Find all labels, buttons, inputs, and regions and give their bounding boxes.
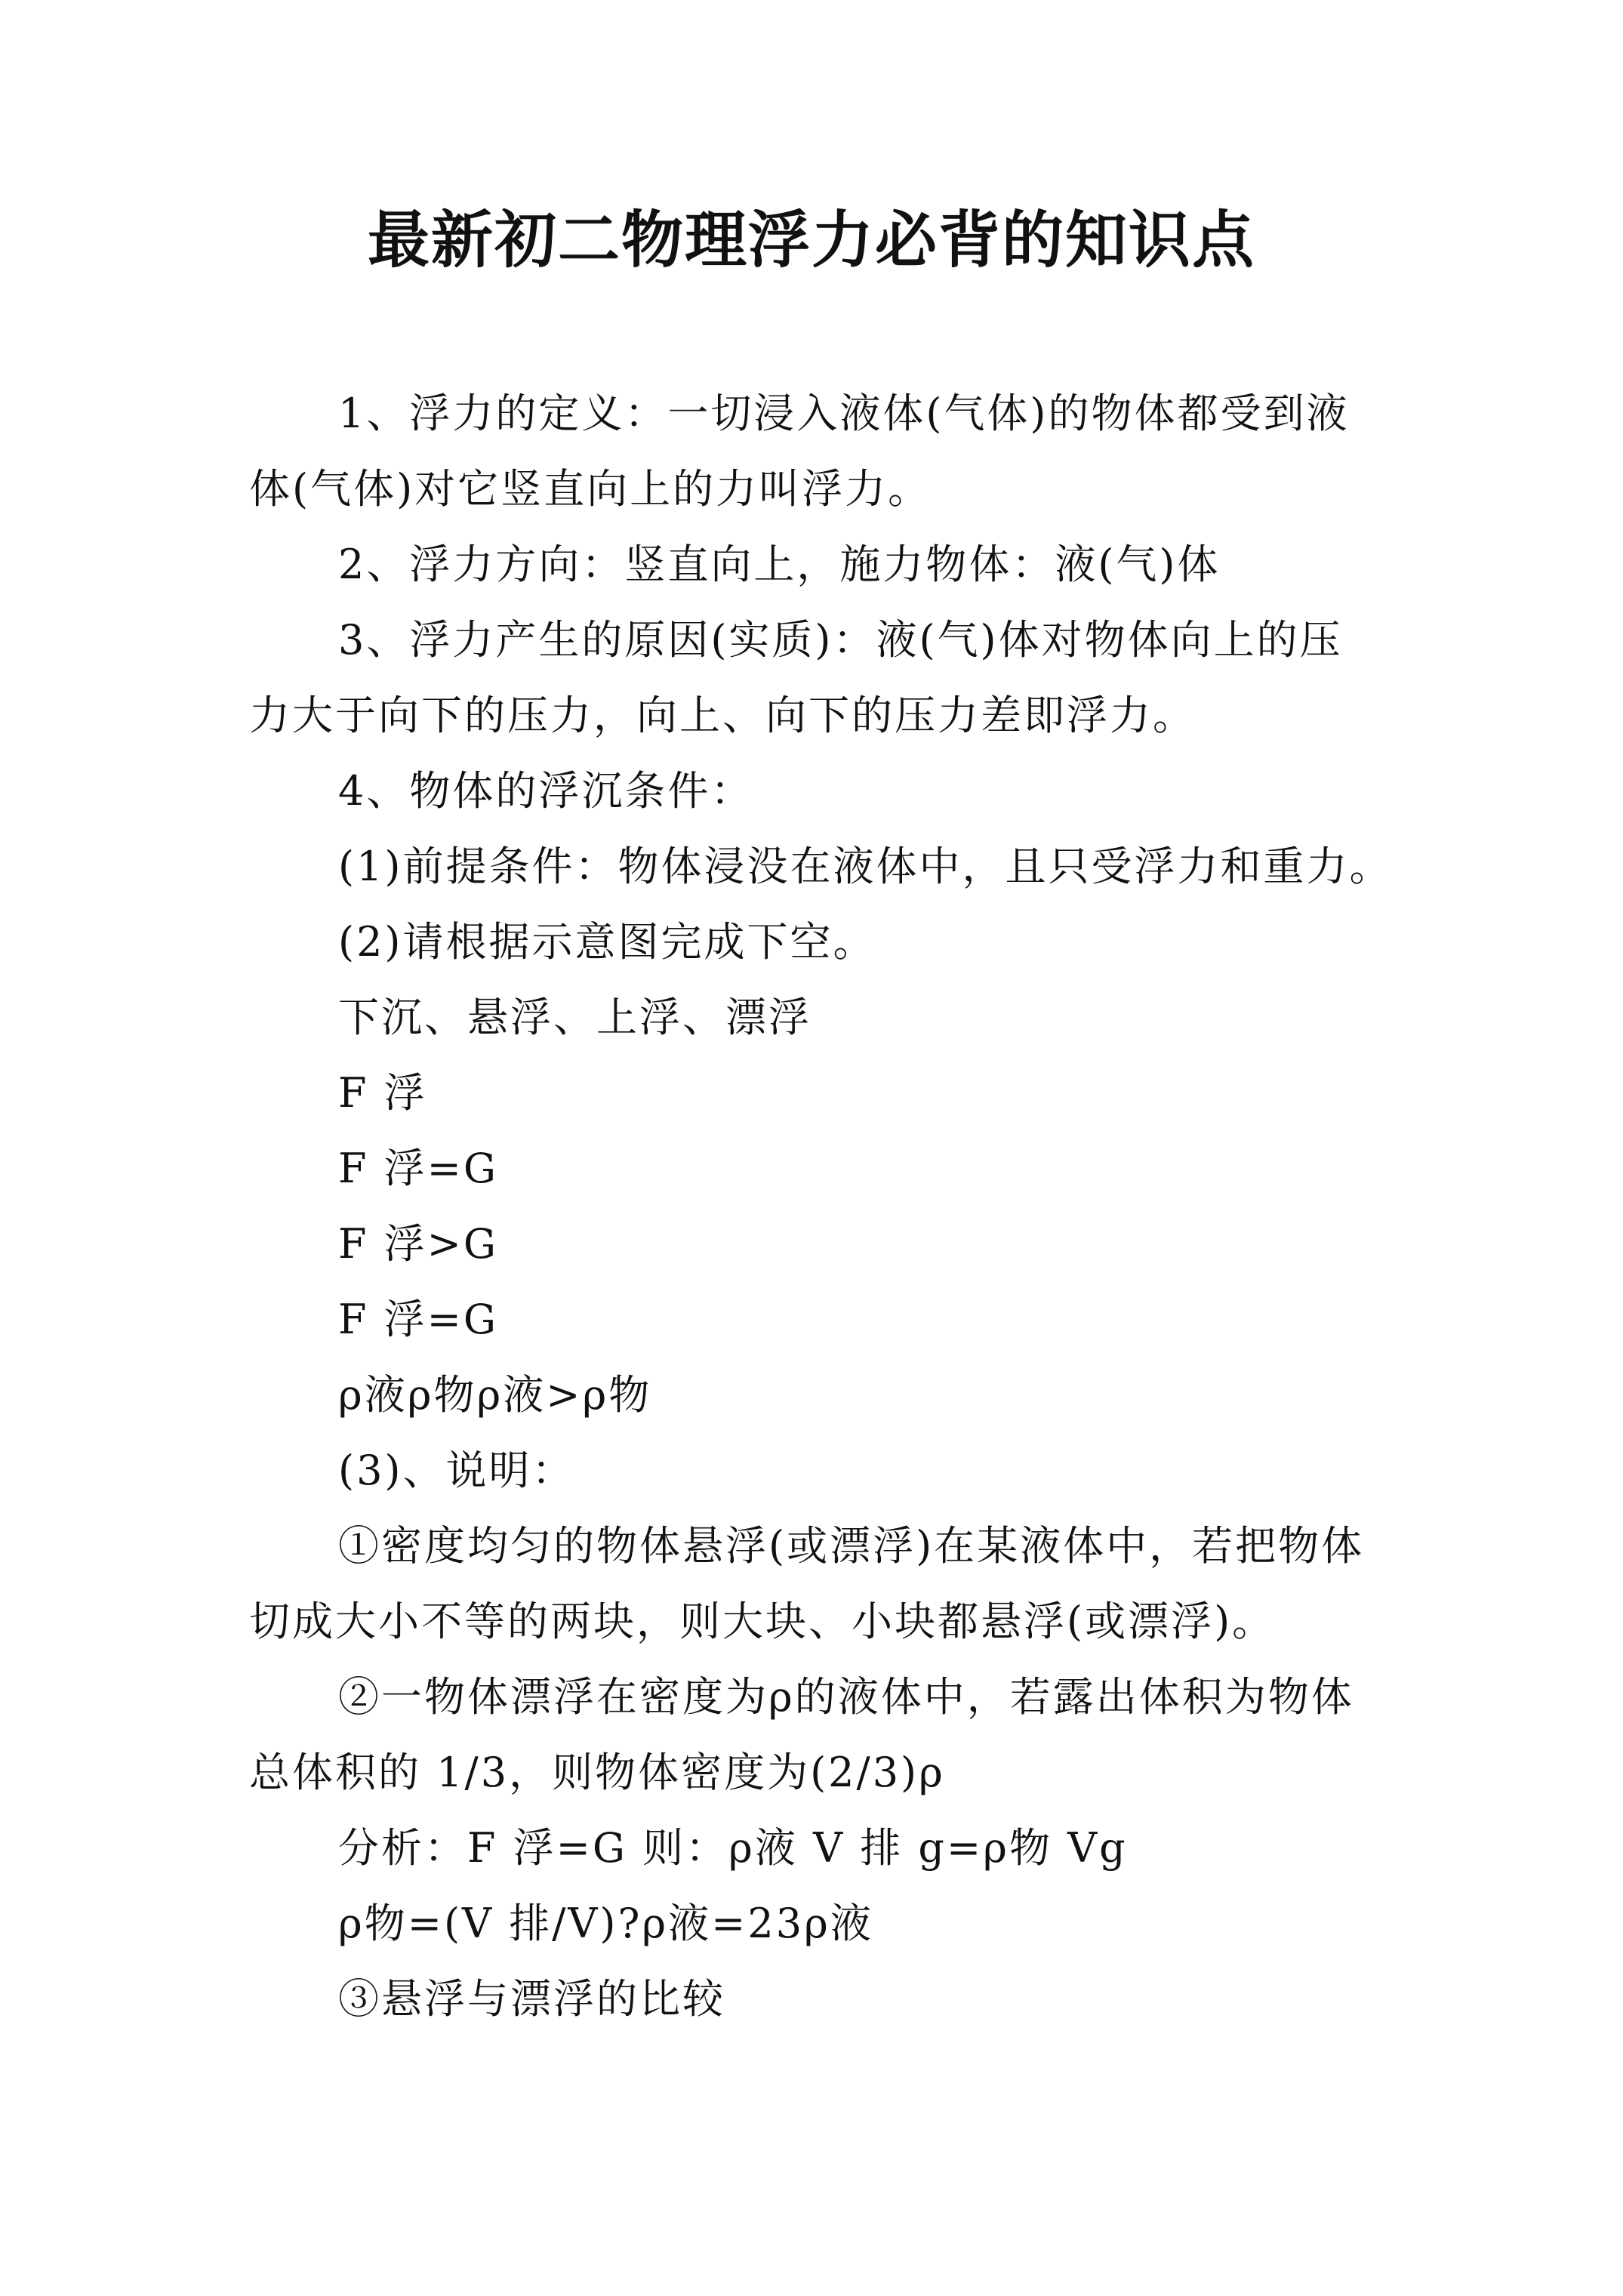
paragraph-line: F 浮	[338, 1069, 427, 1117]
paragraph-line: 力大于向下的压力，向上、向下的压力差即浮力。	[249, 692, 1196, 739]
paragraph-line: 分析：F 浮=G 则：ρ液 V 排 g=ρ物 Vg	[338, 1824, 1128, 1872]
paragraph-line: ②一物体漂浮在密度为ρ的液体中，若露出体积为物体	[338, 1673, 1354, 1721]
paragraph-line: 4、物体的浮沉条件：	[338, 767, 754, 815]
paragraph-line: ρ物=(V 排/V)?ρ液=23ρ液	[338, 1900, 873, 1947]
paragraph-line: 3、浮力产生的原因(实质)：液(气)体对物体向上的压	[338, 616, 1343, 664]
paragraph-line: (2)请根据示意图完成下空。	[338, 918, 876, 966]
paragraph-line: 体(气体)对它竖直向上的力叫浮力。	[249, 465, 932, 513]
paragraph-line: F 浮=G	[338, 1296, 499, 1343]
paragraph-line: ①密度均匀的物体悬浮(或漂浮)在某液体中，若把物体	[338, 1522, 1365, 1570]
paragraph-line: (1)前提条件：物体浸没在液体中，且只受浮力和重力。	[338, 843, 1393, 890]
paragraph-line: 2、浮力方向：竖直向上，施力物体：液(气)体	[338, 541, 1221, 588]
paragraph-line: 下沉、悬浮、上浮、漂浮	[338, 994, 812, 1041]
paragraph-line: ρ液ρ物ρ液>ρ物	[338, 1371, 652, 1419]
paragraph-line: ③悬浮与漂浮的比较	[338, 1975, 725, 2023]
paragraph-line: 1、浮力的定义：一切浸入液体(气体)的物体都受到液	[338, 390, 1350, 437]
paragraph-line: (3)、说明：	[338, 1447, 575, 1494]
page-title: 最新初二物理浮力必背的知识点	[367, 204, 1255, 276]
paragraph-line: F 浮>G	[338, 1220, 499, 1268]
paragraph-line: 总体积的 1/3，则物体密度为(2/3)ρ	[249, 1749, 945, 1796]
paragraph-line: 切成大小不等的两块，则大块、小块都悬浮(或漂浮)。	[249, 1598, 1276, 1645]
paragraph-line: F 浮=G	[338, 1145, 499, 1192]
